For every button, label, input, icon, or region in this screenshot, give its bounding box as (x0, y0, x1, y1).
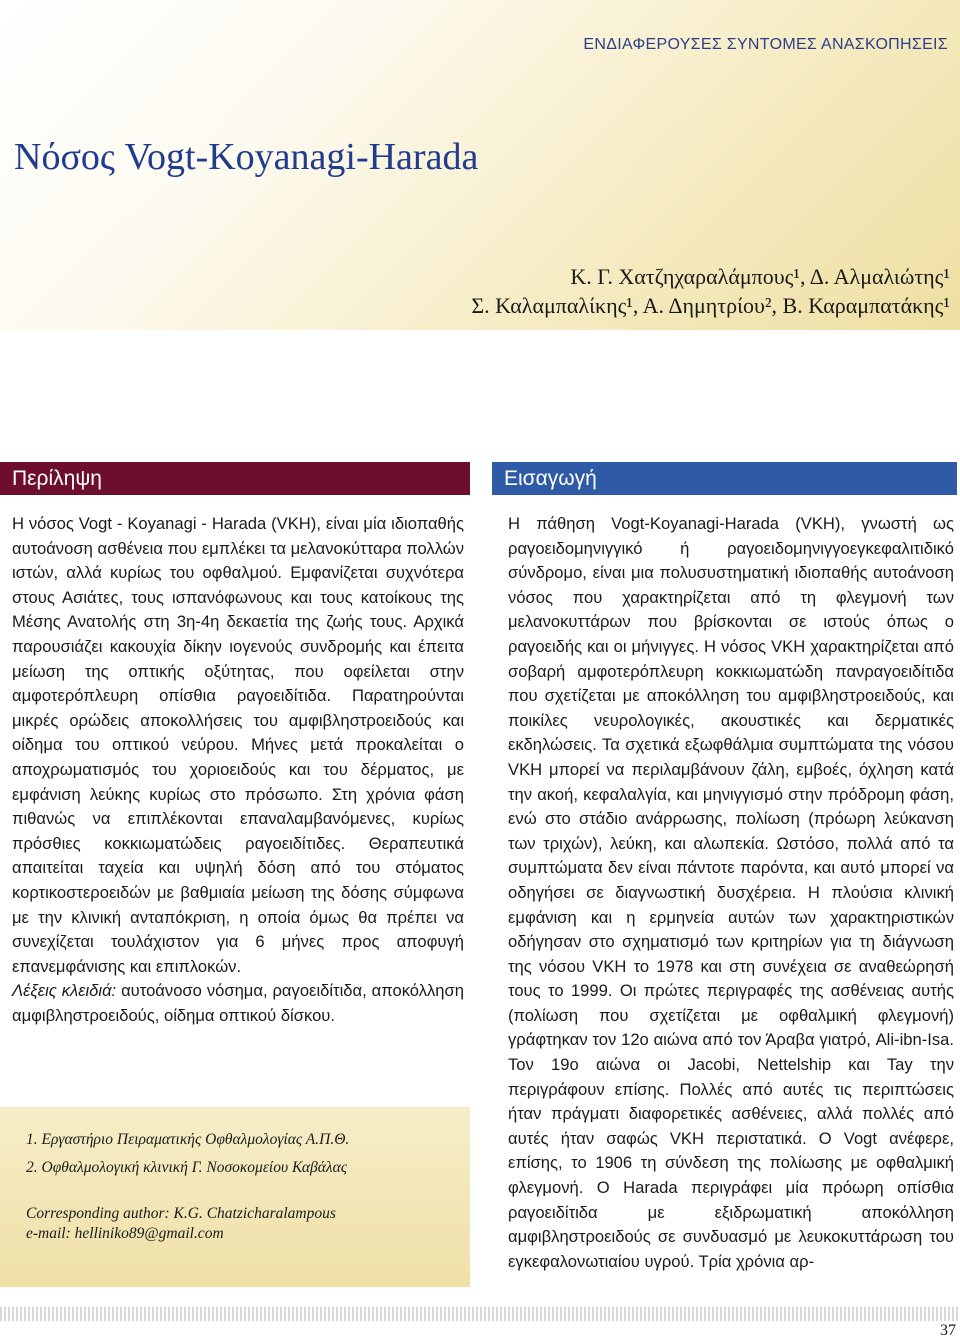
article-title: Νόσος Vogt-Koyanagi-Harada (14, 136, 479, 178)
corresponding-author: Corresponding author: K.G. Chatzicharalampous (26, 1205, 336, 1222)
authors-line-1: Κ. Γ. Χατζηχαραλάμπους¹, Δ. Αλμαλιώτης¹ (570, 264, 950, 289)
section-label: ΕΝΔΙΑΦΕΡΟΥΣΕΣ ΣΥΝΤΟΜΕΣ ΑΝΑΣΚΟΠΗΣΕΙΣ (583, 36, 948, 53)
introduction-heading: Εισαγωγή (492, 462, 957, 495)
keywords-label: Λέξεις κλειδιά: (12, 981, 117, 1001)
affiliation-2: 2. Οφθαλμολογική κλινική Γ. Νοσοκομείου Καβάλας (26, 1159, 348, 1176)
email: e-mail: helliniko89@gmail.com (26, 1225, 224, 1242)
authors-line-2: Σ. Καλαμπαλίκης¹, Α. Δημητρίου², Β. Καραμπατάκης¹ (471, 293, 950, 318)
page-number: 37 (940, 1322, 956, 1339)
affiliation-1: 1. Εργαστήριο Πειραματικής Οφθαλμολογίας Α.Π.Θ. (26, 1131, 350, 1148)
abstract-heading: Περίληψη (0, 462, 470, 495)
keywords-text: αυτοάνοσο νόσημα, ραγοειδίτιδα, αποκόλληση αμφιβληστροειδούς, οίδημα οπτικού δίσκου. (12, 981, 464, 1025)
introduction-body: Η πάθηση Vogt-Koyanagi-Harada (VKH), γνωστή ως ραγοειδομηνιγγικό ή ραγοειδομηνιγγοεγκεφαλιτιδικό σύνδρομο, είναι μια πολυσυστηματική ιδιοπαθής αυτοάνοση νόσος που χαρακτηρίζεται από τη φλεγμονή των μελανοκυττάρων που βρίσκονται σε ιστούς όπως ο ραγοειδής και οι μήνιγγες. Η νόσος VKH χαρακτηρίζεται από σοβαρή αμφοτερόπλευρη κοκκιωματώδη πανραγοειδίτιδα που σχετίζεται με αποκόλληση του αμφιβληστροειδούς, και ποικίλες νευρολογικές, ακουστικές και δερματικές εκδηλώσεις. Τα σχετικά εξωφθάλμια συμπτώματα της νόσου VKH μπορεί να περιλαμβάνουν ζάλη, εμβοές, όχληση κατά την ακοή, κεφαλαλγία, και μηνιγγισμό στην πρόδρομη φάση, ενώ στο στάδιο ανάρρωσης, πολίωση (πρόωρη λεύκανση των τριχών), λεύκη, και αλωπεκία. Ωστόσο, πολλά από τα συμπτώματα δεν είναι πάντοτε παρόντα, και αυτό μπορεί να οδηγήσει σε διαγνωστική δυσχέρεια. Η πλούσια κλινική εμφάνιση και η ερμηνεία αυτών των χαρακτηριστικών οδήγησαν στο σχηματισμό των κριτηρίων για τη διάγνωση της νόσου VKH το 1978 και στη συνέχεια σε αναθεώρησή τους το 1999. Οι πρώτες περιγραφές της ασθένειας αυτής (πολίωση που σχετίζεται με οφθαλμική φλεγμονή) γράφτηκαν τον 12ο αιώνα από τον Άραβα γιατρό, Ali-ibn-Isa. Τον 19ο αιώνα οι Jacobi, Nettelship και Tay την περιγράφουν επίσης. Πολλές από αυτές τις περιπτώσεις ήταν πράγματι διαφορετικές ασθένειες, αλλά πολλές από αυτές ήταν σαφώς VKH περιστατικά. Ο Vogt ανέφερε, επίσης, το 1906 τη σύνδεση της πολίωσης με οφθαλμική φλεγμονή. Ο Harada περιγράφει μία πρόωρη οπίσθια ραγοειδίτιδα με εξιδρωματική αποκόλληση αμφιβληστροειδούς σε συνδυασμό με λευκοκυττάρωση του εγκεφαλονωτιαίου υγρού. Τρία χρόνια αρ- (508, 514, 954, 1271)
footer-divider (0, 1307, 960, 1321)
abstract-text: Η νόσος Vogt - Koyanagi - Harada (VKH), είναι μία ιδιοπαθής αυτοάνοση ασθένεια που εμπλέκει τα μελανοκύτταρα πολλών ιστών, αλλά κυρίως του οφθαλμού. Εμφανίζεται συχνότερα στους Ασιάτες, τους ισπανόφωνους και τους κατοίκους της Μέσης Ανατολής στη 3η-4η δεκαετία της ζωής τους. Αρχικά παρουσιάζει κακουχία δίκην ιογενούς συνδρομής και έπειτα μείωση της οπτικής οξύτητας, που οφείλεται στην αμφοτερόπλευρη οπίσθια ραγοειδίτιδα. Παρατηρούνται μικρές ορώδεις αποκολλήσεις του αμφιβληστροειδούς και οίδημα του οπτικού νεύρου. Μήνες μετά προκαλείται ο αποχρωματισμός του χοριοειδούς και του δέρματος, με εμφάνιση λεύκης κυρίως στο πρόσωπο. Στη χρόνια φάση πιθανώς να επιπλέκονται επαναλαμβανόμενες, κυρίως πρόσθιες κοκκιωματώδεις ραγοειδίτιδες. Θεραπευτικά απαιτείται ταχεία και υψηλή δόση από του στόματος κορτικοστεροειδών με βαθμιαία μείωση της δόσης σύμφωνα με την κλινική ανταπόκριση, η οποία όμως θα πρέπει να συνεχίζεται τουλάχιστον για 6 μήνες προς αποφυγή επανεμφάνισης και επιπλοκών. (12, 514, 464, 976)
authors (471, 262, 950, 320)
affiliations-box (0, 1107, 470, 1287)
abstract-body (12, 512, 464, 1028)
